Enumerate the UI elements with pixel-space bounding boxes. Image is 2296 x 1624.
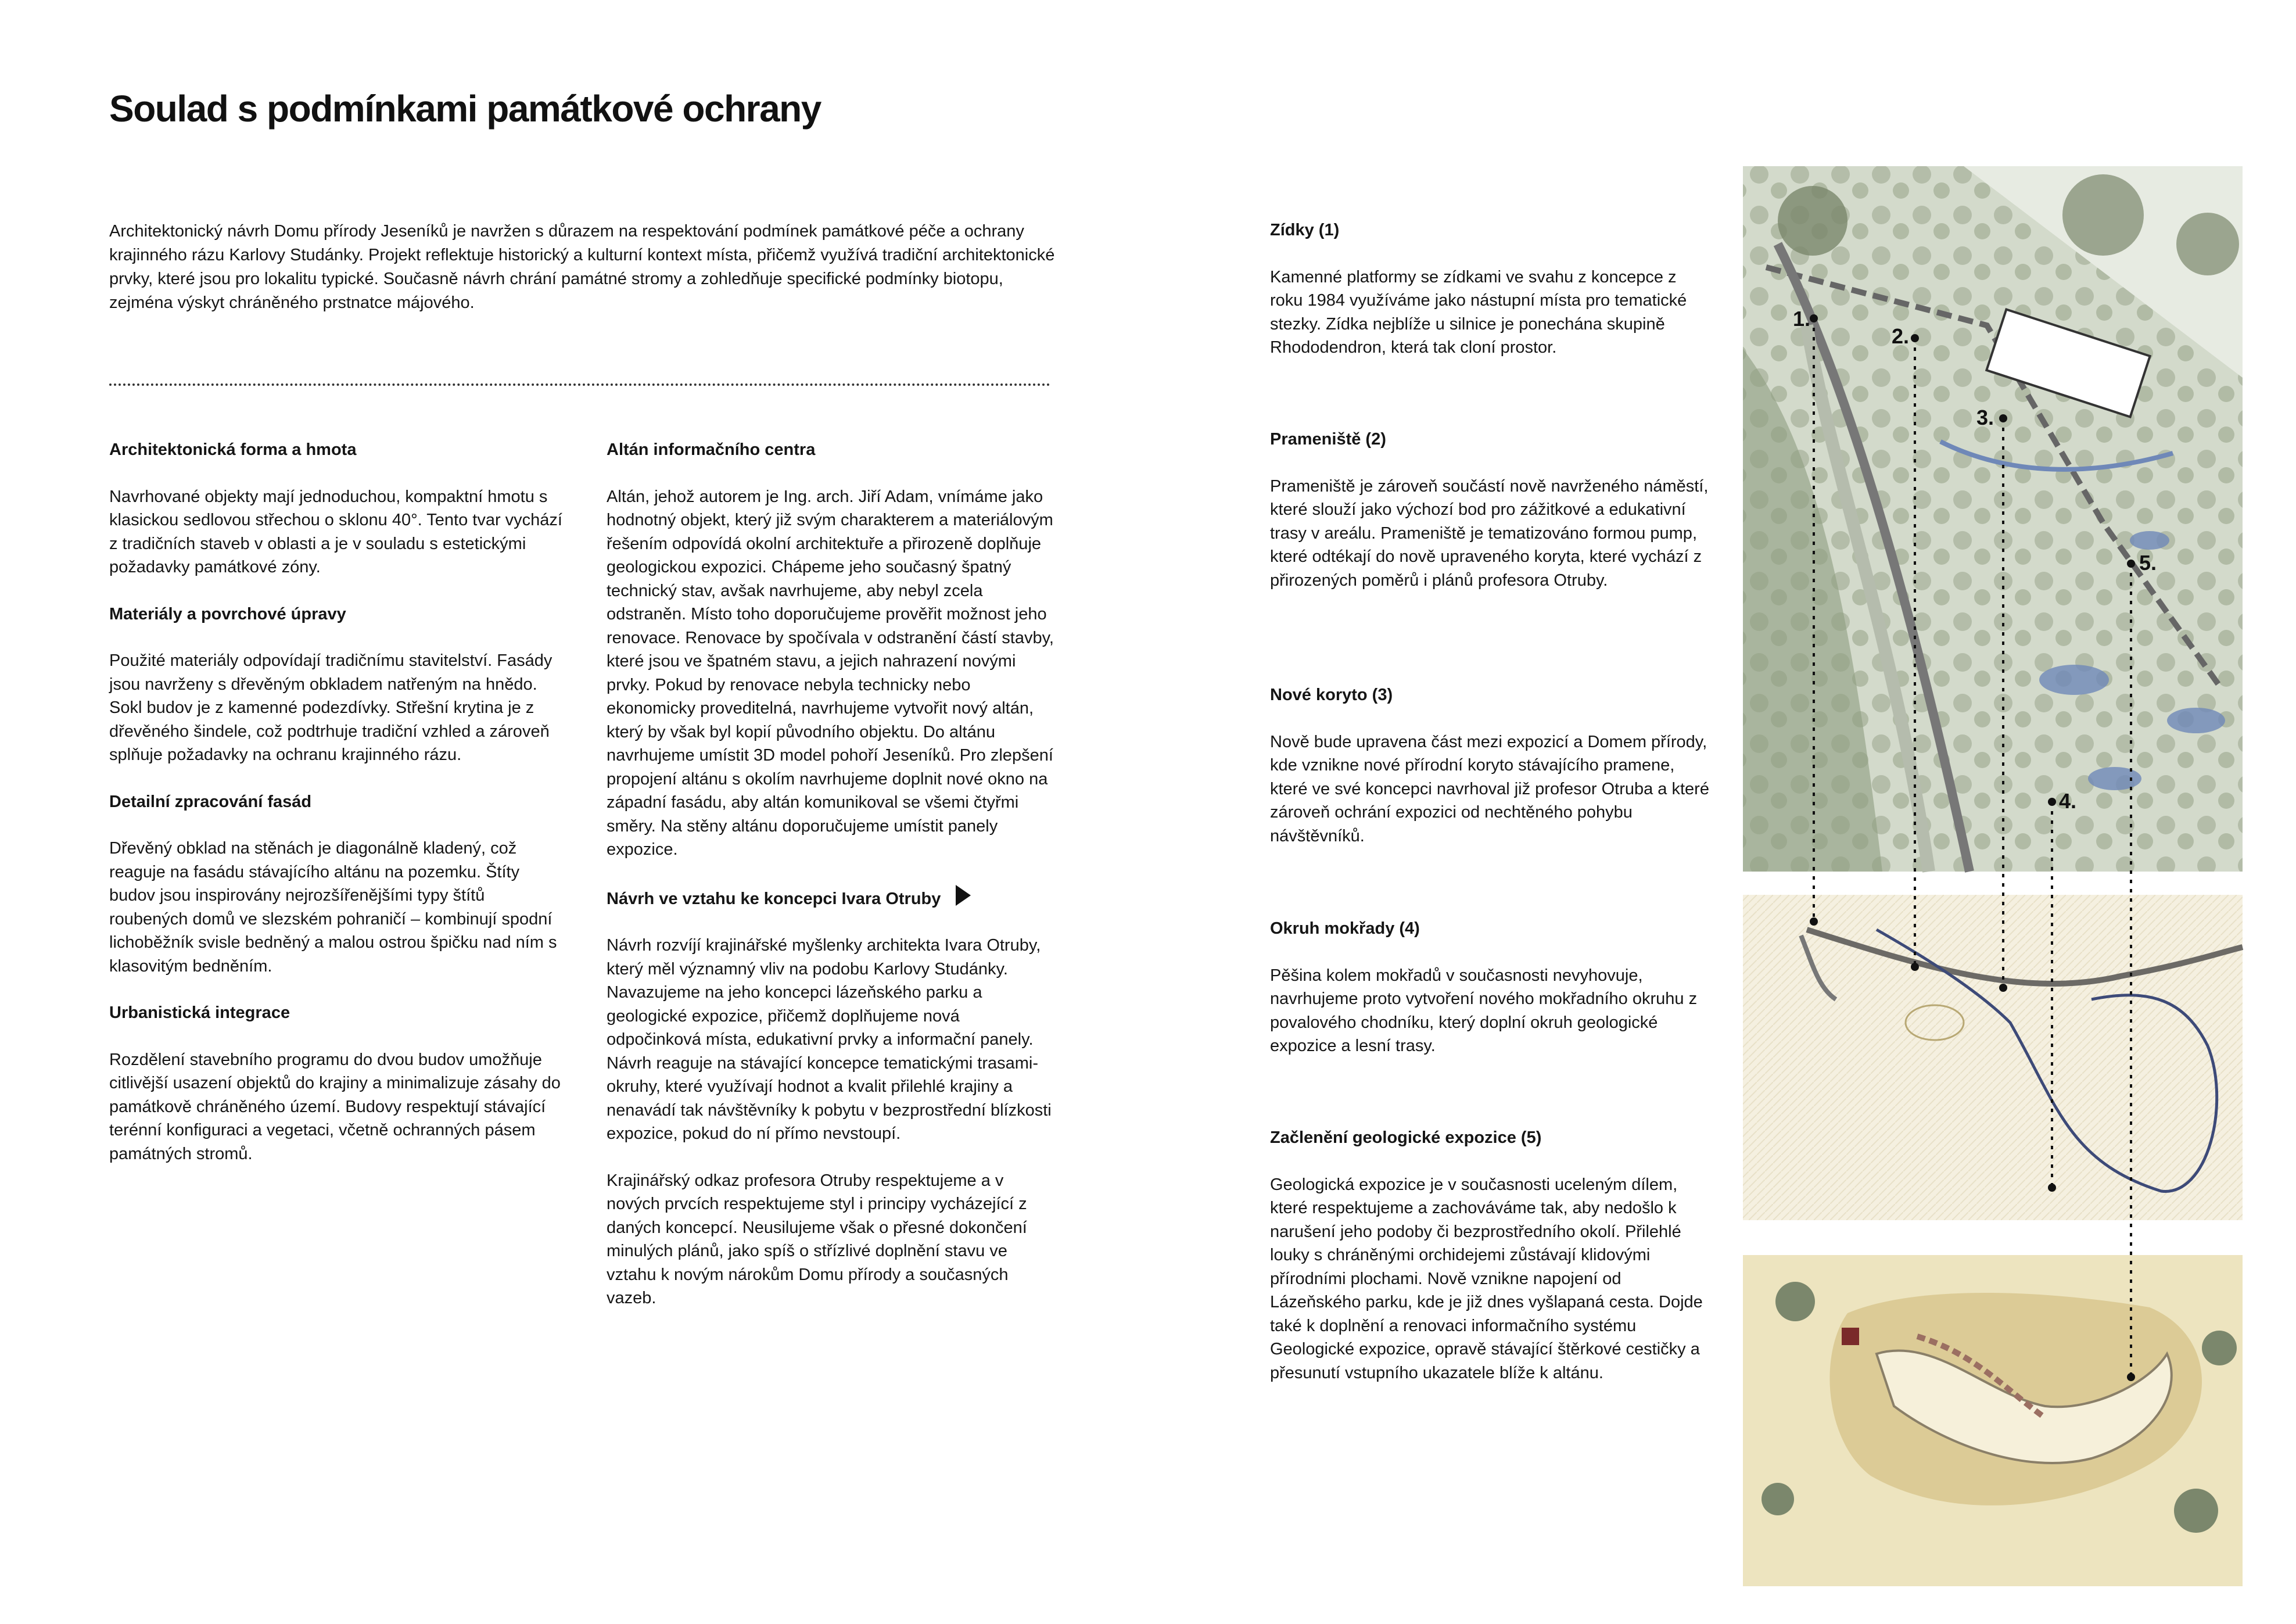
- section-heading: Návrh ve vztahu ke koncepci Ivara Otruby: [607, 889, 941, 908]
- geological-exposition-plan: [1743, 1255, 2243, 1586]
- section-heading: Altán informačního centra: [607, 440, 816, 459]
- section-text: Rozdělení stavebního programu do dvou budov umožňuje citlivější usazení objektů do krajiny a minimalizuje zásahy do památkově chráněného území. Budovy respektují stávající terénní konfiguraci a vegetaci, včetně ochranných pásem památných stromů.: [109, 1050, 561, 1163]
- section-text: Navrhované objekty mají jednoduchou, kompaktní hmotu s klasickou sedlovou střechou o sklonu 40°. Tento tvar vychází z tradičních staveb v oblasti a je v souladu s estetickými požadavky památkové zóny.: [109, 487, 562, 576]
- section-text: Kamenné platformy se zídkami ve svahu z koncepce z roku 1984 využíváme jako nástupní místa pro tematické stezky. Zídka nejblíže u silnice je ponechána skupině Rhododendron, která tak cloní prostor.: [1270, 267, 1687, 357]
- section-text: Použité materiály odpovídají tradičnímu stavitelství. Fasády jsou navrženy s dřevěným obkladem natřeným na hnědo. Sokl budov je z kamenné podezdívky. Střešní krytina je z dřevěného šindele, což podtrhuje tradiční vzhled a zároveň splňuje požadavky na ochranu krajinného rázu.: [109, 651, 553, 764]
- section-heading: Prameniště (2): [1270, 430, 1386, 449]
- section-text: Altán, jehož autorem je Ing. arch. Jiří Adam, vnímáme jako hodnotný objekt, který již svým charakterem a materiálovým řešením odpovídá okolní architektuře a přirozeně doplňuje geologickou expozici. Chápeme jeho současný špatný technický stav, avšak navrhujeme, aby nebyl zcela odstraněn. Místo toho doporučujeme prověřit možnost jeho renovace. Renovace by spočívala v odstranění částí stavby, které jsou ve špatném stavu, a jejich nahrazení novými prvky. Pokud by renovace nebyla technicky nebo ekonomicky proveditelná, navrhujeme vytvořit nový altán, který by však byl kopií původního objektu. Do altánu navrhujeme umístit 3D model pohoří Jeseníků. Pro zlepšení propojení altánu s okolím navrhujeme doplnit nové okno na západní fasádu, aby altán komunikoval se všemi čtyřmi směry. Na stěny altánu doporučujeme umístit panely expozice.: [607, 487, 1054, 859]
- section-text: Nově bude upravena část mezi expozicí a Domem přírody, kde vznikne nové přírodní koryto stávajícího pramene, které ve své koncepci navrhoval již profesor Otruba a které zároveň ochrání expozici od nechtěného pohybu návštěvníků.: [1270, 732, 1709, 845]
- section-heading: Okruh mokřady (4): [1270, 919, 1420, 938]
- section-text: Pěšina kolem mokřadů v současnosti nevyhovuje, navrhujeme proto vytvoření nového mokřadního okruhu z povalového chodníku, který doplní okruh geologické expozice a lesní trasy.: [1270, 966, 1698, 1055]
- map-label-1: 1.: [1793, 307, 1811, 331]
- map-label-2: 2.: [1892, 324, 1910, 348]
- section-text: Dřevěný obklad na stěnách je diagonálně kladený, což reaguje na fasádu stávajícího altánu na pozemku. Štíty budov jsou inspirovány nejrozšířenějšími typy štítů roubených domů ve slezském pohraničí – kombinují spodní lichoběžník svisle bedněný a malou ostrou špičku nad ním s klasovitým bedněním.: [109, 839, 557, 976]
- page-title: Soulad s podmínkami památkové ochrany: [109, 88, 821, 130]
- section-heading: Architektonická forma a hmota: [109, 440, 357, 459]
- section-heading: Nové koryto (3): [1270, 686, 1393, 704]
- section-heading: Zídky (1): [1270, 221, 1340, 239]
- intro-paragraph: Architektonický návrh Domu přírody Jeseníků je navržen s důrazem na respektování podmínek památkové péče a ochrany krajinného rázu Karlovy Studánky. Projekt reflektuje historický a kulturní kontext místa, přičemž využívá tradiční architektonické prvky, které jsou pro lokalitu typické. Současně návrh chrání památné stromy a zohledňuje specifické podmínky biotopu, zejména výskyt chráněného prstnatce májového.: [109, 222, 1055, 312]
- section-text: Návrh rozvíjí krajinářské myšlenky architekta Ivara Otruby, který měl významný vliv na podobu Karlovy Studánky. Navazujeme na jeho koncepci lázeňského parku a geologické expozice, přičemž doplňujeme nová odpočinková místa, edukativní prvky a informační panely. Návrh reaguje na stávající koncepce tematickými trasami-okruhy, které využívají hodnot a kvalit přilehlé krajiny a nenavádí tak návštěvníky k pobytu v bezprostřední blízkosti expozice, pokud do ní přímo nevstoupí.: [607, 936, 1052, 1143]
- map-label-4: 4.: [2059, 789, 2077, 813]
- section-heading: Materiály a povrchové úpravy: [109, 604, 346, 623]
- map-label-5: 5.: [2139, 551, 2157, 575]
- section-heading: Detailní zpracování fasád: [109, 792, 312, 811]
- section-text-2: Krajinářský odkaz profesora Otruby respektujeme a v nových prvcích respektujeme styl i principy vycházející z daných koncepcí. Neusilujeme však o přesné dokončení minulých plánů, jako spíš o střízlivé doplnění stavu ve vztahu k novým nárokům Domu přírody a současných vazeb.: [607, 1171, 1027, 1307]
- section-text: Geologická expozice je v současnosti uceleným dílem, které respektujeme a zachováváme tak, aby nedošlo k narušení jeho podoby či bezprostředního okolí. Přilehlé louky s chráněnými orchidejemi zůstávají klidovými přírodními plochami. Nově vznikne napojení od Lázeňského parku, kde je již dnes vyšlapaná cesta. Dojde také k doplnění a renovaci informačního systému Geologické expozice, opravě stávající štěrkové cestičky a přesunutí vstupního ukazatele blíže k altánu.: [1270, 1175, 1703, 1382]
- map-label-3: 3.: [1976, 406, 1994, 429]
- section-heading: Začlenění geologické expozice (5): [1270, 1128, 1542, 1147]
- section-text: Prameniště je zároveň součástí nově navrženého náměstí, které slouží jako výchozí bod pro zážitkové a edukativní trasy v areálu. Prameniště je tematizováno formou pump, které odtékají do nově upraveného koryta, které vychází z přirozených poměrů i plánů profesora Otruby.: [1270, 476, 1709, 590]
- section-heading: Urbanistická integrace: [109, 1003, 290, 1022]
- historic-plan-1984: [1743, 895, 2243, 1220]
- aerial-site-plan: [1743, 166, 2243, 872]
